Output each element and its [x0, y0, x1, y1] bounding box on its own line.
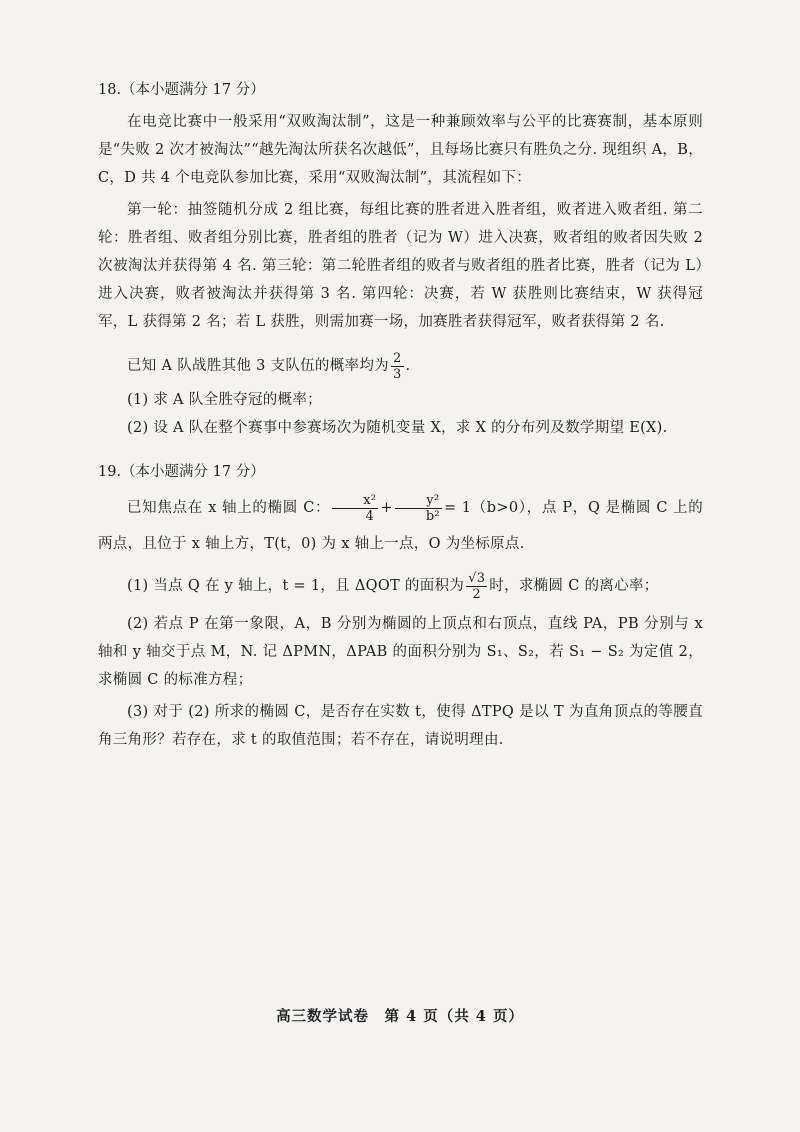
problem-18-q1: (1) 求 A 队全胜夺冠的概率；	[127, 392, 322, 408]
problem-18-heading: 18.（本小题满分 17 分）	[98, 82, 265, 98]
ellipse-x-term: $\frac{\text{x²}}{4}$	[332, 493, 378, 524]
problem-19-q3: (3) 对于 (2) 所求的椭圆 C，是否存在实数 t，使得 ΔTPQ 是以 T 为直角顶点的等腰直角三角形？若存在，求 t 的取值范围；若不存在，请说明理由.	[98, 704, 703, 748]
ellipse-y-term: $\frac{\text{y²}}{\text{b²}}$	[395, 493, 442, 524]
probability-fraction: $\frac{2}{3}$	[392, 350, 402, 382]
problem-18-q2: (2) 设 A 队在整个赛事中参赛场次为随机变量 X，求 X 的分布列及数学期望 E(X).	[127, 420, 668, 436]
problem-18-rules: 第一轮：抽签随机分成 2 组比赛，每组比赛的胜者进入胜者组，败者进入败者组. 第二轮：胜者组、败者组分别比赛，胜者组的胜者（记为 W）进入决赛，败者组的败者因失败 2 次被淘汰并获得第 4 名. 第三轮：第二轮胜者组的败者与败者组的胜者比赛，胜者（记为 L）进入决赛，败者被淘汰并获得第 3 名. 第四轮：决赛，若 W 获胜则比赛结束，W 获得冠军，L 获得第 2 名；若 L 获胜，则需加赛一场，加赛胜者获得冠军，败者获得第 2 名.	[98, 202, 703, 330]
problem-18-intro: 在电竞比赛中一般采用“双败淘汰制”，这是一种兼顾效率与公平的比赛赛制，基本原则是“失败 2 次才被淘汰”“越先淘汰所获名次越低”，且每场比赛只有胜负之分. 现组织 A，B，C，D 共 4 个电竞队参加比赛，采用“双败淘汰制”，其流程如下：	[98, 114, 703, 186]
problem-19-intro: 已知焦点在 x 轴上的椭圆 C： $\frac{\text{x²}}{4}$ + $\frac{\text{y²}}{\text{b²}}$ = 1（b>0），点 P，Q 是椭圆 C 上的两点，且位于 x 轴上方，T(t，0) 为 x 轴上一点，O 为坐标原点.	[98, 492, 703, 552]
page-footer: 高三数学试卷 第 4 页（共 4 页）	[276, 1008, 524, 1025]
area-fraction: $\frac{√3}{2}$	[468, 570, 486, 602]
problem-19	[98, 462, 703, 754]
problem-19-q1: (1) 当点 Q 在 y 轴上，t = 1，且 ΔQOT 的面积为 $\frac{√3}{2}$ 时，求椭圆 C 的离心率；	[127, 570, 659, 602]
problem-19-q2: (2) 若点 P 在第一象限，A，B 分别为椭圆的上顶点和右顶点，直线 PA，PB 分别与 x 轴和 y 轴交于点 M，N. 记 ΔPMN，ΔPAB 的面积分别为 S₁、S₂，若 S₁ − S₂ 为定值 2，求椭圆 C 的标准方程；	[98, 616, 703, 688]
problem-19-heading: 19.（本小题满分 17 分）	[98, 464, 265, 480]
problem-18	[98, 80, 703, 442]
problem-18-known: 已知 A 队战胜其他 3 支队伍的概率均为 $\frac{2}{3}$ .	[127, 350, 411, 382]
